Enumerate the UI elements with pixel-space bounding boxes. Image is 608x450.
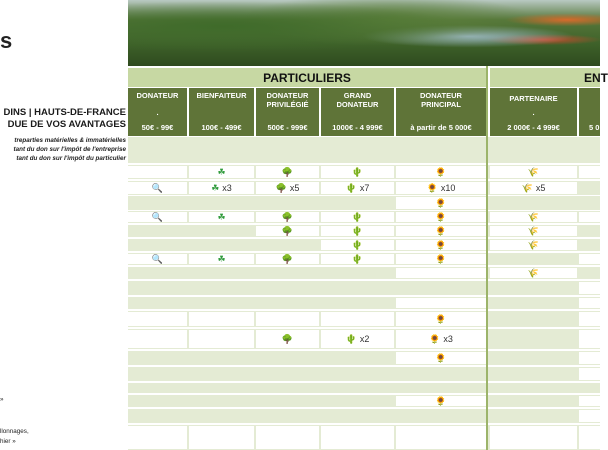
benefit-mark [396,329,486,349]
sunflower-icon: 🌻 [435,239,447,250]
tree-icon: 🌳 [281,225,294,236]
magnifier-icon: 🔍 [151,182,164,193]
table-cell [189,312,254,326]
benefit-mark [396,211,486,223]
col-price: 2 000€ - 4 999€ [507,123,560,132]
benefit-mark [396,165,486,179]
benefit-mark [490,267,577,279]
col-name: DONATEUR PRINCIPAL [420,91,462,109]
col-price: 5 0 [589,123,600,132]
sunflower-icon: 🌻 [435,197,447,208]
multiplier-count: x5 [535,183,546,193]
benefit-mark [321,253,394,265]
benefit-mark [128,181,187,195]
multiplier-count: x10 [440,183,456,193]
table-cell [579,352,600,364]
table-cell [128,330,187,348]
table-cell [579,254,600,264]
table-row [128,196,600,210]
left-note-3: tant du don sur l'impôt du particulier [16,155,126,162]
benefit-mark [396,351,486,365]
sunflower-icon: 🌻 [426,182,438,193]
col-name: PARTENAIRE [509,94,558,103]
table-cell [321,312,394,326]
benefit-mark [396,181,486,195]
col-price: 50€ - 99€ [141,123,174,132]
benefit-mark [189,253,254,265]
cactus-icon: 🌵 [351,166,364,177]
benefit-mark [490,181,577,195]
benefit-mark [321,239,394,251]
left-footer-2: llonnages, [0,428,29,435]
benefit-mark [396,196,486,210]
left-note-2: tant du don sur l'impôt de l'entreprise [13,146,126,153]
left-title-line2: DUE DE VOS AVANTAGES [7,119,126,130]
col-name: DONATEUR PRIVILÉGIÉ [266,91,309,109]
benefit-mark [396,311,486,327]
clover-icon: ☘ [217,166,226,177]
table-row [128,395,600,407]
table-cell [579,396,600,406]
cactus-icon: 🌵 [351,253,364,264]
benefit-mark [189,211,254,223]
wheat-icon: 🌾 [527,225,540,236]
table-cell [256,426,319,449]
group-entreprises: ENT [490,68,600,87]
benefit-mark [256,253,319,265]
col-sub: . [156,108,159,117]
sunflower-icon: 🌻 [435,225,447,236]
sunflower-icon: 🌻 [435,313,447,324]
clover-icon: ☘ [211,182,220,193]
sunflower-icon: 🌻 [435,395,447,406]
table-cell [128,312,187,326]
col-price: 1000€ - 4 999€ [332,123,383,132]
table-cell [579,166,600,178]
table-cell [321,426,394,449]
table-cell [128,426,187,449]
multiplier-count: x3 [443,334,453,344]
table-cell [579,330,600,348]
benefit-mark [490,225,577,237]
table-cell [579,282,600,294]
wheat-icon: 🌾 [521,182,533,193]
tree-icon: 🌳 [281,333,294,344]
table-cell [579,312,600,326]
left-title-line1: DINS | HAUTS-DE-FRANCE [3,107,126,118]
table-cell [396,268,486,278]
tree-icon: 🌳 [281,166,294,177]
cactus-icon: 🌵 [345,333,357,344]
table-row [128,281,600,295]
table-row [128,383,600,393]
left-footer-1: » [0,396,4,403]
table-cell [579,212,600,222]
benefit-mark [256,181,319,195]
wheat-icon: 🌾 [527,239,540,250]
benefit-mark [128,253,187,265]
table-row [128,409,600,423]
multiplier-count: x7 [359,183,370,193]
multiplier-count: x2 [359,334,370,344]
table-cell [579,298,600,308]
group-divider [486,66,488,450]
benefit-mark [321,211,394,223]
table-cell [579,410,600,422]
col-name: DONATEUR [136,91,179,100]
table-cell [396,298,486,308]
table-cell [396,426,486,449]
tree-icon: 🌳 [281,211,294,222]
benefit-mark [256,211,319,223]
table-row [128,367,600,381]
benefit-mark [396,253,486,265]
benefit-mark [396,395,486,407]
cactus-icon: 🌵 [351,225,364,236]
benefit-mark [321,165,394,179]
col-price: 100€ - 499€ [201,123,242,132]
table-cell [579,426,600,449]
logo-fragment: s [0,28,13,53]
magnifier-icon: 🔍 [151,253,164,264]
benefit-mark [321,329,394,349]
benefit-mark [490,239,577,251]
cactus-icon: 🌵 [351,239,364,250]
col-name: BIENFAITEUR [196,91,247,100]
benefit-mark [396,239,486,251]
magnifier-icon: 🔍 [151,211,164,222]
benefit-mark [396,225,486,237]
col-price: 500€ - 999€ [267,123,308,132]
group-particuliers: PARTICULIERS [128,68,486,87]
left-footer-3: hier » [0,438,16,445]
cactus-icon: 🌵 [351,211,364,222]
left-note-1: treparties matérielles & immatérielles [14,137,126,144]
table-cell [128,166,187,178]
col-price: à partir de 5 000€ [410,123,472,132]
table-row [128,137,600,163]
table-cell [256,312,319,326]
clover-icon: ☘ [217,211,226,222]
table-cell [189,426,254,449]
table-row [128,297,600,309]
table-cell [189,330,254,348]
benefit-mark [321,225,394,237]
table-row [128,351,600,365]
cactus-icon: 🌵 [345,182,357,193]
col-name: GRAND DONATEUR [336,91,379,109]
table-cell [579,368,600,380]
benefit-mark [256,165,319,179]
benefit-mark [128,211,187,223]
table-cell [490,426,577,449]
sunflower-icon: 🌻 [435,166,447,177]
benefit-mark [189,181,254,195]
wheat-icon: 🌾 [527,211,540,222]
wheat-icon: 🌾 [527,267,540,278]
tree-icon: 🌳 [275,182,287,193]
benefit-mark [256,329,319,349]
sunflower-icon: 🌻 [435,211,447,222]
benefit-mark [490,165,577,179]
sunflower-icon: 🌻 [435,352,447,363]
benefit-mark [321,181,394,195]
sunflower-icon: 🌻 [429,333,441,344]
tree-icon: 🌳 [281,253,294,264]
benefit-mark [256,225,319,237]
clover-icon: ☘ [217,253,226,264]
benefit-mark [490,211,577,223]
sunflower-icon: 🌻 [435,253,447,264]
multiplier-count: x5 [289,183,300,193]
multiplier-count: x3 [222,183,232,193]
col-sub: . [532,108,535,117]
benefit-mark [189,165,254,179]
wheat-icon: 🌾 [527,166,540,177]
